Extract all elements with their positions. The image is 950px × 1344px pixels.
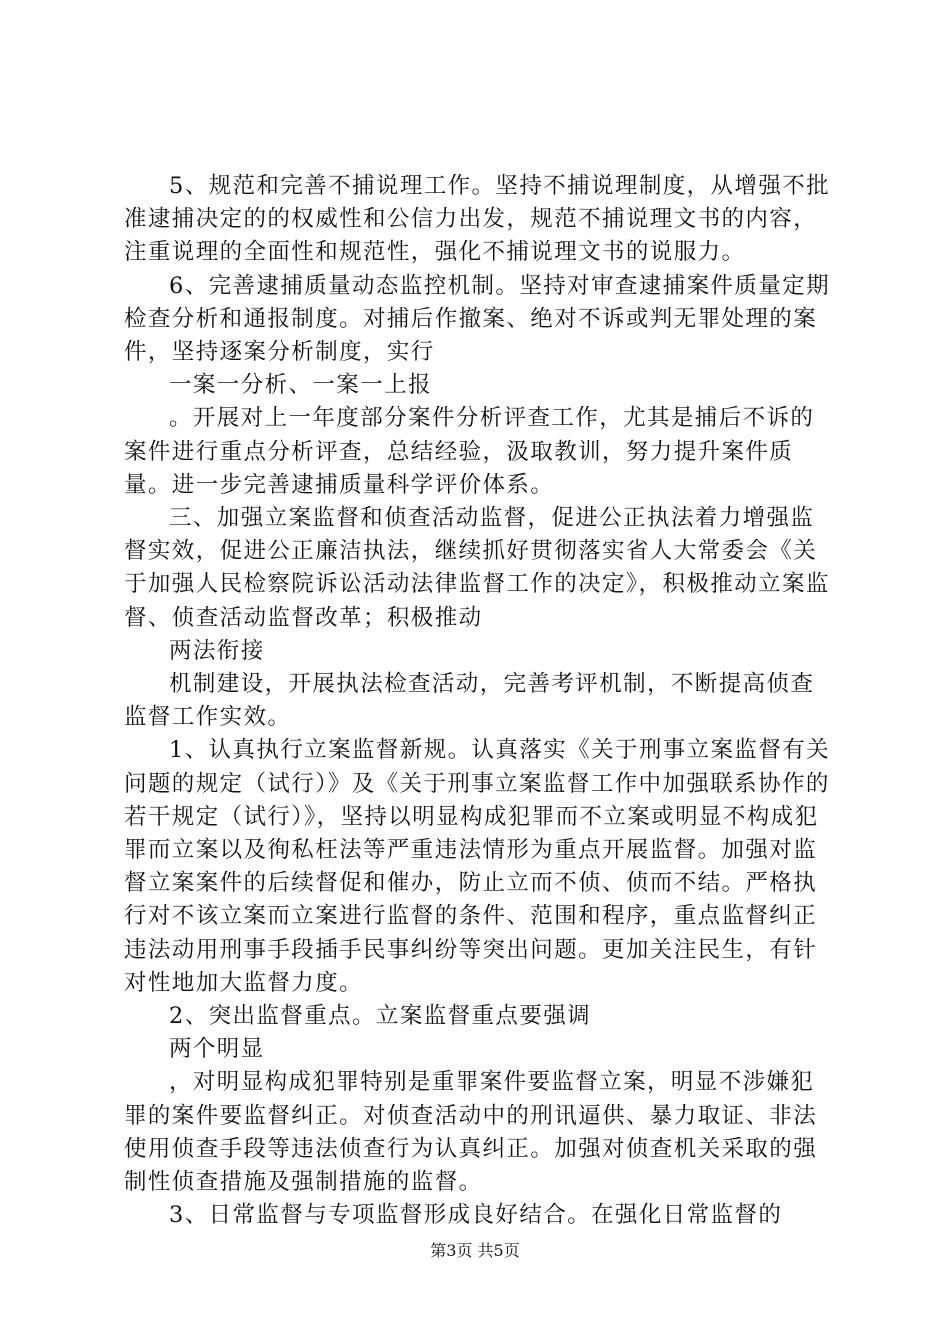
- paragraph-5-non-arrest-reasoning: 5、规范和完善不捕说理工作。坚持不捕说理制度，从增强不批准逮捕决定的的权威性和公信力出发，规范不捕说理文书的内容，注重说理的全面性和规范性，强化不捕说理文书的说服力。: [124, 173, 831, 266]
- quoted-phrase-two-obvious: 两个明显: [169, 1036, 265, 1063]
- paragraph-section-three: 三、加强立案监督和侦查活动监督，促进公正执法着力增强监督实效，促进公正廉洁执法，继续抓好贯彻落实省人大常委会《关于加强人民检察院诉讼活动法律监督工作的决定》，积极推动立案监督、侦查活动监督改革；积极推动: [124, 505, 830, 631]
- body-text: [124, 170, 836, 1233]
- paragraph-supervision-details: ，对明显构成犯罪特别是重罪案件要监督立案，明显不涉嫌犯罪的案件要监督纠正。对侦查活动中的刑讯逼供、暴力取证、非法使用侦查手段等违法侦查行为认真纠正。加强对侦查机关采取的强制性侦查措施及强制措施的监督。: [124, 1069, 818, 1196]
- quoted-phrase-case-analysis: 一案一分析、一案一上报: [169, 372, 432, 399]
- page-number-footer: 第3页 共5页: [430, 1241, 520, 1260]
- paragraph-3-daily-and-special: 3、日常监督与专项监督形成良好结合。在强化日常监督的: [169, 1202, 783, 1229]
- paragraph-mechanism-building: 机制建设，开展执法检查活动，完善考评机制，不断提高侦查监督工作实效。: [124, 671, 815, 731]
- quoted-phrase-two-laws: 两法衔接: [169, 637, 265, 664]
- paragraph-6-arrest-quality-monitoring: 6、完善逮捕质量动态监控机制。坚持对审查逮捕案件质量定期检查分析和通报制度。对捕后作撤案、绝对不诉或判无罪处理的案件，坚持逐案分析制度，实行: [124, 272, 831, 366]
- paragraph-1-case-filing-rules: 1、认真执行立案监督新规。认真落实《关于刑事立案监督有关问题的规定（试行）》及《关于刑事立案监督工作中加强联系协作的若干规定（试行）》，坚持以明显构成犯罪而不立案或明显不构成犯罪而立案以及徇私枉法等严重违法情形为重点开展监督。加强对监督立案案件的后续督促和催办，防止立而不侦、侦而不结。严格执行对不该立案而立案进行监督的条件、范围和程序，重点监督纠正违法动用刑事手段插手民事纠纷等突出问题。更加关注民生，有针对性地加大监督力度。: [124, 737, 831, 996]
- paragraph-case-review: 。开展对上一年度部分案件分析评查工作，尤其是捕后不诉的案件进行重点分析评查，总结经验，汲取教训，努力提升案件质量。进一步完善逮捕质量科学评价体系。: [124, 405, 815, 498]
- paragraph-2-key-supervision: 2、突出监督重点。立案监督重点要强调: [169, 1003, 592, 1030]
